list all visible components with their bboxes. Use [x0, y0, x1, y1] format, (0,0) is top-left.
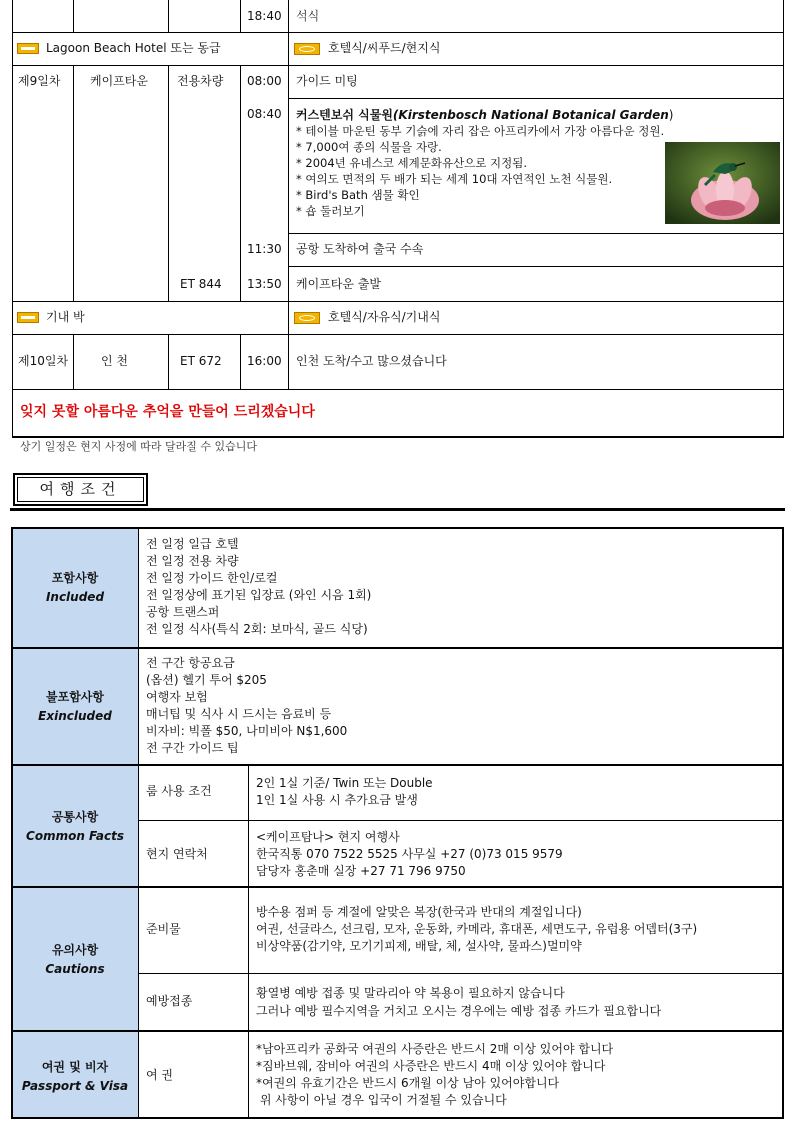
vaccination-line: 황열병 예방 접종 및 말라리아 약 복용이 필요하지 않습니다 — [256, 986, 565, 1000]
attraction-title — [296, 107, 673, 124]
meal-icon — [294, 312, 320, 324]
room-condition-line: 1인 1실 사용 시 추가요금 발생 — [256, 793, 418, 807]
excluded-item: (옵션) 헬기 투어 $205 — [146, 673, 267, 687]
section-header-passport: 여권 및 비자 Passport & Visa — [21, 1060, 129, 1093]
activity-cell: 케이프타운 출발 — [296, 277, 381, 291]
title-divider — [10, 508, 785, 511]
hotel-icon — [17, 43, 39, 54]
schedule-note: 상기 일정은 현지 사정에 따라 달라질 수 있습니다 — [20, 440, 257, 453]
attraction-title-en: (Kirstenbosch National Botanical Garden — [392, 108, 669, 122]
passport-line: *짐바브웨, 잠비아 여권의 사증란은 반드시 4매 이상 있어야 합니다 — [256, 1059, 606, 1073]
excluded-item: 비자비: 빅폴 $50, 나미비아 N$1,600 — [146, 724, 348, 738]
time-cell: 08:40 — [247, 107, 282, 121]
meal-info: 호텔식/씨푸드/현지식 — [328, 41, 441, 55]
time-cell: 11:30 — [247, 242, 282, 256]
preparation-line: 비상약품(감기약, 모기기피제, 배탈, 체, 설사약, 물파스)멀미약 — [256, 939, 582, 953]
closing-message: 잊지 못할 아름다운 추억을 만들어 드리겠습니다 — [20, 404, 315, 420]
excluded-item: 전 구간 가이드 팁 — [146, 741, 239, 755]
time-cell: 13:50 — [247, 277, 282, 291]
attraction-bullet: * 여의도 면적의 두 배가 되는 세계 10대 자연적인 노천 식물원. — [296, 172, 613, 186]
local-contact-line: 담당자 홍춘매 실장 +27 71 796 9750 — [256, 864, 466, 878]
vaccination-label: 예방접종 — [146, 994, 193, 1008]
passport-label: 여 권 — [146, 1068, 173, 1082]
flight-cell: ET 672 — [180, 354, 222, 368]
preparation-line: 여권, 선글라스, 선크림, 모자, 운동화, 카메라, 휴대폰, 세면도구, 유럽용 어뎁터(3구) — [256, 922, 698, 936]
local-contact-line: 한국직통 070 7522 5525 사무실 +27 (0)73 015 9579 — [256, 847, 563, 861]
included-item: 전 일정 식사(특식 2회: 보마식, 골드 식당) — [146, 622, 368, 636]
room-condition-label: 룸 사용 조건 — [146, 784, 212, 798]
attraction-bullet: * Bird's Bath 샘물 확인 — [296, 188, 420, 202]
activity-cell: 가이드 미팅 — [296, 74, 358, 88]
attraction-bullet: * 7,000여 종의 식물을 자랑. — [296, 140, 442, 154]
city-cell: 인 천 — [101, 354, 128, 368]
vaccination-line: 그러나 예방 필수지역을 거치고 오시는 경우에는 예방 접종 카드가 필요합니다 — [256, 1004, 662, 1018]
passport-line: 위 사항이 아닐 경우 입국이 거절될 수 있습니다 — [256, 1093, 507, 1107]
room-condition-line: 2인 1실 기준/ Twin 또는 Double — [256, 776, 433, 790]
meal-icon — [294, 43, 320, 55]
hotel-name: Lagoon Beach Hotel 또는 동급 — [46, 41, 221, 55]
section-header-common: 공통사항 Common Facts — [26, 810, 124, 843]
time-cell: 08:00 — [247, 74, 282, 88]
preparation-label: 준비물 — [146, 922, 181, 936]
flower-photo — [665, 142, 780, 224]
included-item: 전 일정 전용 차량 — [146, 554, 239, 568]
section-header-cautions: 유의사항 Cautions — [45, 943, 105, 976]
section-header-excluded: 불포함사항 Exincluded — [38, 690, 112, 723]
flight-cell: ET 844 — [180, 277, 222, 291]
activity-cell: 석식 — [296, 9, 320, 23]
excluded-item: 여행자 보험 — [146, 690, 208, 704]
attraction-bullet: * 테이블 마운틴 동부 기슭에 자리 잡은 아프리카에서 가장 아름다운 정원. — [296, 124, 665, 138]
attraction-bullet: * 2004년 유네스코 세계문화유산으로 지정됨. — [296, 156, 528, 170]
local-contact-line: <케이프탐나> 현지 여행사 — [256, 830, 400, 844]
excluded-item: 전 구간 항공요금 — [146, 656, 235, 670]
passport-line: *여권의 유효기간은 반드시 6개월 이상 남아 있어야합니다 — [256, 1076, 560, 1090]
conditions-title-box — [13, 473, 148, 506]
hotel-icon — [17, 312, 39, 323]
time-cell: 16:00 — [247, 354, 282, 368]
attraction-title-end: ) — [668, 108, 674, 122]
excluded-item: 매너팁 및 식사 시 드시는 음료비 등 — [146, 707, 332, 721]
passport-line: *남아프리카 공화국 여권의 사증란은 반드시 2매 이상 있어야 합니다 — [256, 1042, 614, 1056]
conditions-title: 여행조건 — [39, 480, 122, 498]
included-item: 전 일정 가이드 한인/로컬 — [146, 571, 278, 585]
attraction-bullet: * 숍 둘러보기 — [296, 204, 365, 218]
included-item: 공항 트랜스퍼 — [146, 605, 220, 619]
activity-cell: 인천 도착/수고 많으셨습니다 — [296, 354, 447, 368]
local-contact-label: 현지 연락처 — [146, 847, 208, 861]
day-label: 제9일차 — [18, 74, 61, 88]
activity-cell: 공항 도착하여 출국 수속 — [296, 242, 424, 256]
city-cell: 케이프타운 — [90, 74, 148, 88]
included-item: 전 일정상에 표기된 입장료 (와인 시음 1회) — [146, 588, 372, 602]
day-label: 제10일차 — [18, 354, 69, 368]
attraction-title-ko: 커스텐보쉬 식물원 — [296, 108, 393, 122]
section-header-included: 포함사항 Included — [45, 571, 105, 604]
preparation-line: 방수용 점퍼 등 계절에 알맞은 복장(한국과 반대의 계절입니다) — [256, 905, 582, 919]
included-item: 전 일정 일급 호텔 — [146, 537, 239, 551]
transport-cell: 전용차량 — [177, 74, 224, 88]
time-cell: 18:40 — [247, 9, 282, 23]
meal-info: 호텔식/자유식/기내식 — [328, 310, 441, 324]
hotel-name: 기내 박 — [46, 310, 85, 324]
